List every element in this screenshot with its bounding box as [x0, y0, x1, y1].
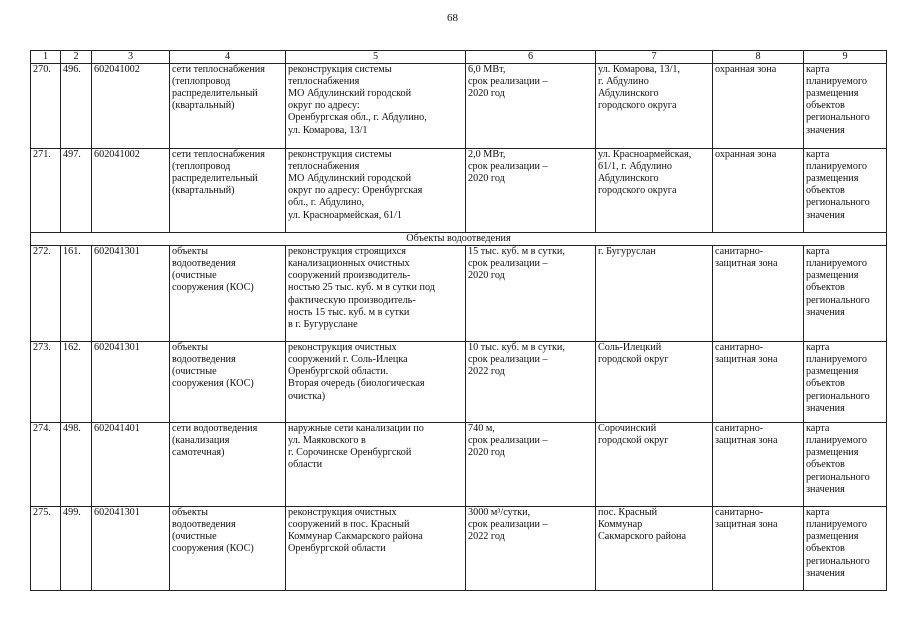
object-params: 10 тыс. куб. м в сутки, срок реализации – 2022 год [466, 342, 596, 423]
objects-table [30, 50, 887, 591]
object-doc: карта планируемого размещения объектов регионального значения [804, 507, 887, 591]
header-cell: 8 [713, 51, 804, 64]
object-description: реконструкция системы теплоснабжения МО Абдулинский городской округ по адресу: Оренбургская обл., г. Абдулино, ул. Комарова, 13/1 [286, 64, 466, 149]
object-description: реконструкция очистных сооружений г. Соль-Илецка Оренбургской области. Вторая очередь (биологическая очистка) [286, 342, 466, 423]
object-doc: карта планируемого размещения объектов регионального значения [804, 246, 887, 342]
object-zone: санитарно- защитная зона [713, 246, 804, 342]
object-zone: санитарно- защитная зона [713, 507, 804, 591]
object-description: реконструкция очистных сооружений в пос. Красный Коммунар Сакмарского района Оренбургской области [286, 507, 466, 591]
object-code: 602041002 [92, 64, 170, 149]
object-params: 6,0 МВт, срок реализации – 2020 год [466, 64, 596, 149]
object-name: сети теплоснабжения (теплопровод распределительный (квартальный) [170, 64, 286, 149]
object-code: 602041002 [92, 149, 170, 233]
object-doc: карта планируемого размещения объектов регионального значения [804, 342, 887, 423]
object-location: ул. Комарова, 13/1, г. Абдулино Абдулинского городского округа [596, 64, 713, 149]
header-cell: 3 [92, 51, 170, 64]
object-id: 162. [61, 342, 92, 423]
header-row [31, 51, 887, 64]
object-doc: карта планируемого размещения объектов регионального значения [804, 149, 887, 233]
header-cell: 6 [466, 51, 596, 64]
header-cell: 2 [61, 51, 92, 64]
object-params: 15 тыс. куб. м в сутки, срок реализации – 2020 год [466, 246, 596, 342]
object-location: ул. Красноармейская, 61/1, г. Абдулино Абдулинского городского округа [596, 149, 713, 233]
section-title: Объекты водоотведения [31, 233, 887, 246]
header-cell: 4 [170, 51, 286, 64]
object-id: 499. [61, 507, 92, 591]
object-location: Сорочинский городской округ [596, 423, 713, 507]
object-doc: карта планируемого размещения объектов регионального значения [804, 423, 887, 507]
table-row [31, 149, 887, 233]
object-id: 498. [61, 423, 92, 507]
table-row [31, 64, 887, 149]
object-code: 602041301 [92, 507, 170, 591]
table-row [31, 246, 887, 342]
row-number: 273. [31, 342, 61, 423]
object-zone: охранная зона [713, 149, 804, 233]
object-zone: санитарно- защитная зона [713, 423, 804, 507]
object-id: 496. [61, 64, 92, 149]
row-number: 271. [31, 149, 61, 233]
row-number: 272. [31, 246, 61, 342]
row-number: 270. [31, 64, 61, 149]
section-row [31, 233, 887, 246]
table-row [31, 342, 887, 423]
table-row [31, 423, 887, 507]
object-name: объекты водоотведения (очистные сооружения (КОС) [170, 507, 286, 591]
table-row [31, 507, 887, 591]
header-cell: 9 [804, 51, 887, 64]
object-location: пос. Красный Коммунар Сакмарского района [596, 507, 713, 591]
header-cell: 5 [286, 51, 466, 64]
object-description: наружные сети канализации по ул. Маяковского в г. Сорочинске Оренбургской области [286, 423, 466, 507]
object-name: сети теплоснабжения (теплопровод распределительный (квартальный) [170, 149, 286, 233]
header-cell: 1 [31, 51, 61, 64]
object-code: 602041301 [92, 246, 170, 342]
object-description: реконструкция строящихся канализационных очистных сооружений производитель- ностью 25 тыс. куб. м в сутки под фактическую производитель- ность 15 тыс. куб. м в сутки в г. Бугуруслане [286, 246, 466, 342]
object-code: 602041301 [92, 342, 170, 423]
object-location: Соль-Илецкий городской округ [596, 342, 713, 423]
object-description: реконструкция системы теплоснабжения МО Абдулинский городской округ по адресу: Оренбургская обл., г. Абдулино, ул. Красноармейская, 61/1 [286, 149, 466, 233]
object-name: объекты водоотведения (очистные сооружения (КОС) [170, 342, 286, 423]
object-doc: карта планируемого размещения объектов регионального значения [804, 64, 887, 149]
object-zone: охранная зона [713, 64, 804, 149]
object-location: г. Бугуруслан [596, 246, 713, 342]
object-name: объекты водоотведения (очистные сооружения (КОС) [170, 246, 286, 342]
object-params: 2,0 МВт, срок реализации – 2020 год [466, 149, 596, 233]
object-params: 3000 м³/сутки, срок реализации – 2022 год [466, 507, 596, 591]
row-number: 275. [31, 507, 61, 591]
object-code: 602041401 [92, 423, 170, 507]
object-name: сети водоотведения (канализация самотечная) [170, 423, 286, 507]
object-params: 740 м, срок реализации – 2020 год [466, 423, 596, 507]
page-number: 68 [447, 12, 458, 24]
object-id: 497. [61, 149, 92, 233]
object-id: 161. [61, 246, 92, 342]
row-number: 274. [31, 423, 61, 507]
object-zone: санитарно- защитная зона [713, 342, 804, 423]
header-cell: 7 [596, 51, 713, 64]
